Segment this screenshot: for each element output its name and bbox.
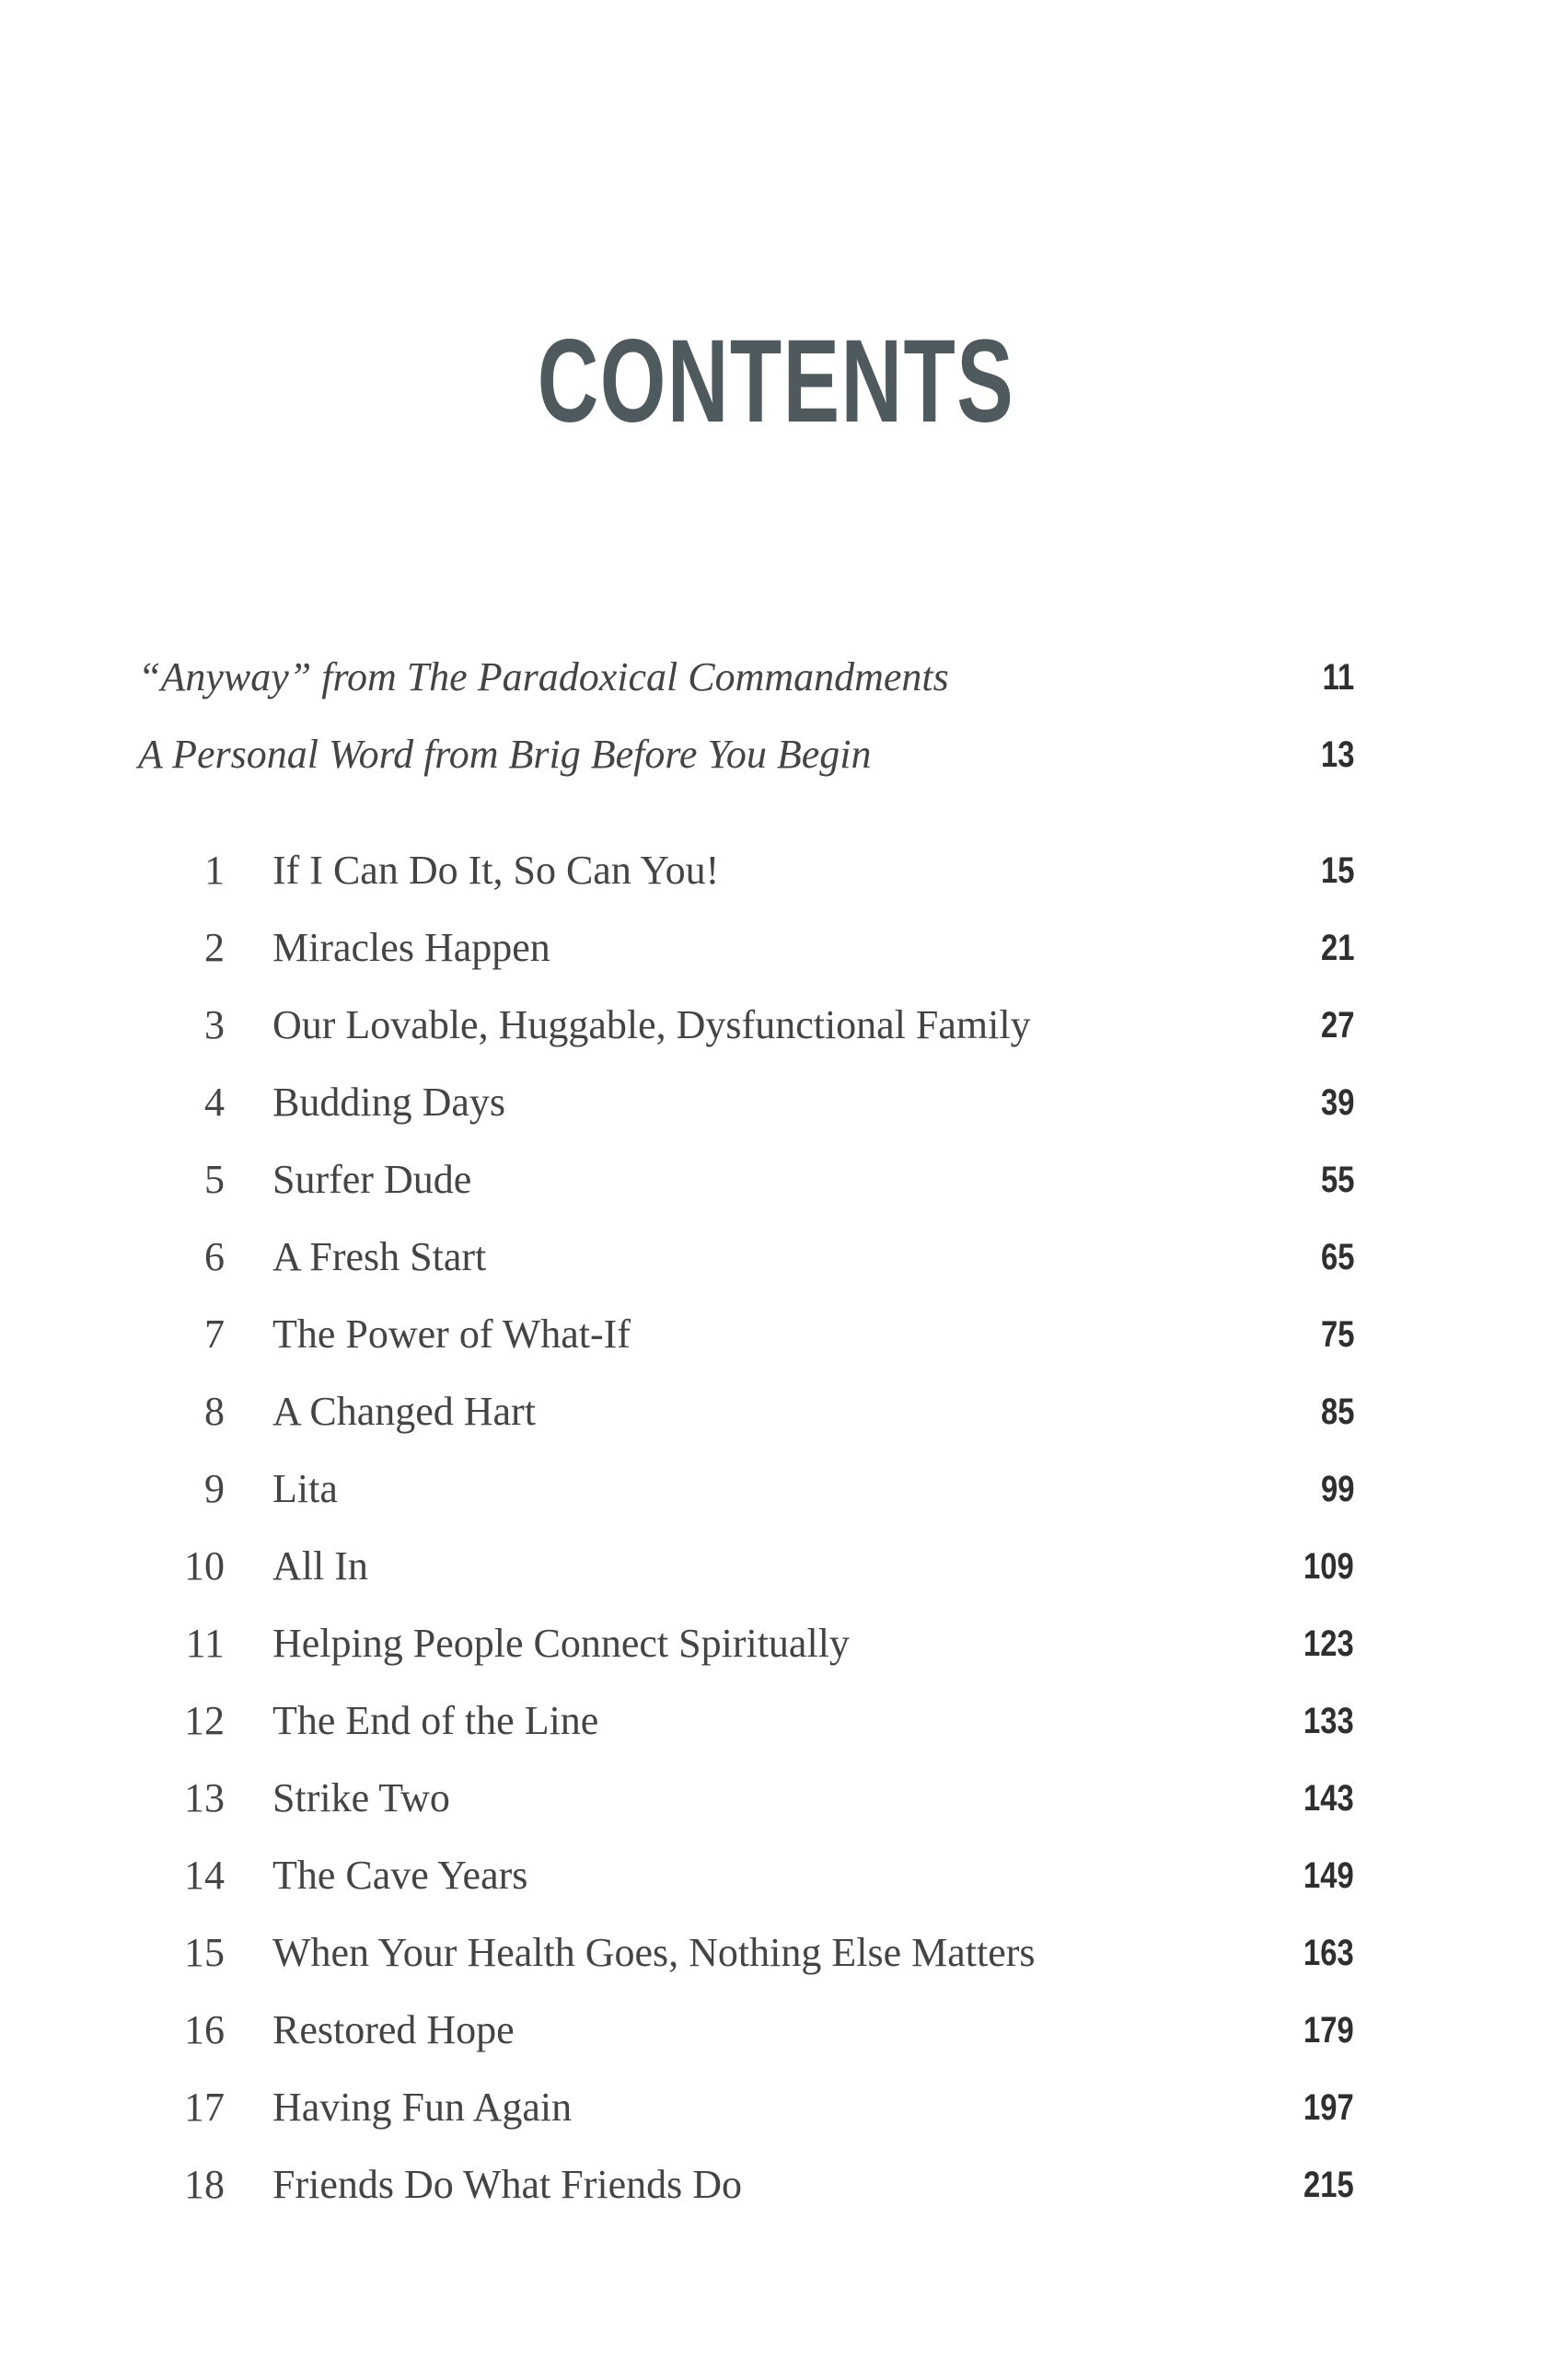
- toc-entry-chapter-8[interactable]: [0, 1384, 1552, 1439]
- toc-entry-chapter-2[interactable]: [0, 920, 1552, 976]
- toc-entry-front-personal-word[interactable]: [0, 727, 1552, 782]
- chapter-title: Friends Do What Friends Do: [272, 2162, 743, 2207]
- chapter-number: 14: [184, 1853, 225, 1898]
- chapter-title: Having Fun Again: [272, 2085, 573, 2130]
- toc-entry-front-anyway[interactable]: [0, 650, 1552, 705]
- toc-entry-chapter-1[interactable]: [0, 843, 1552, 898]
- entry-page-number: 99: [1320, 1469, 1354, 1509]
- entry-page-number: 11: [1322, 657, 1354, 698]
- toc-entry-chapter-4[interactable]: [0, 1075, 1552, 1130]
- chapter-number: 15: [184, 1930, 225, 1975]
- chapter-number: 17: [184, 2085, 225, 2130]
- toc-entry-chapter-18[interactable]: [0, 2157, 1552, 2212]
- chapter-title: Helping People Connect Spiritually: [272, 1621, 850, 1666]
- entry-page-number: 15: [1320, 850, 1354, 891]
- toc-entry-chapter-14[interactable]: [0, 1848, 1552, 1903]
- toc-entry-chapter-15[interactable]: [0, 1925, 1552, 1981]
- entry-page-number: 75: [1320, 1314, 1354, 1355]
- chapter-title: Surfer Dude: [272, 1157, 472, 1202]
- toc-entry-chapter-9[interactable]: [0, 1462, 1552, 1517]
- chapter-title: Restored Hope: [272, 2007, 515, 2052]
- toc-entry-chapter-10[interactable]: [0, 1539, 1552, 1594]
- toc-entry-chapter-5[interactable]: [0, 1152, 1552, 1207]
- toc-entry-chapter-16[interactable]: [0, 2003, 1552, 2058]
- toc-entry-chapter-6[interactable]: [0, 1230, 1552, 1285]
- chapter-number: 7: [204, 1311, 225, 1357]
- chapter-number: 11: [185, 1621, 225, 1666]
- page-title: CONTENTS: [537, 316, 1015, 447]
- chapter-title: The Cave Years: [272, 1853, 528, 1898]
- chapter-number: 2: [204, 925, 225, 970]
- chapter-title: Our Lovable, Huggable, Dysfunctional Family: [272, 1002, 1031, 1047]
- toc-entry-chapter-17[interactable]: [0, 2080, 1552, 2135]
- toc-entry-chapter-13[interactable]: [0, 1771, 1552, 1826]
- toc-entry-chapter-11[interactable]: [0, 1616, 1552, 1671]
- chapter-number: 5: [204, 1157, 225, 1202]
- entry-page-number: 197: [1303, 2087, 1354, 2128]
- chapter-title: All In: [272, 1543, 368, 1589]
- entry-page-number: 109: [1303, 1546, 1354, 1587]
- chapter-title: A Fresh Start: [272, 1234, 487, 1279]
- chapter-title: Budding Days: [272, 1080, 505, 1125]
- chapter-number: 16: [184, 2007, 225, 2052]
- chapter-number: 12: [184, 1698, 225, 1743]
- chapter-title: The Power of What-If: [272, 1311, 631, 1357]
- chapter-number: 10: [184, 1543, 225, 1589]
- entry-page-number: 133: [1303, 1701, 1354, 1741]
- chapter-title: Strike Two: [272, 1775, 450, 1820]
- toc-entry-chapter-3[interactable]: [0, 998, 1552, 1053]
- chapter-number: 3: [204, 1002, 225, 1047]
- entry-title: A Personal Word from Brig Before You Begin: [138, 732, 872, 777]
- entry-page-number: 143: [1303, 1778, 1354, 1819]
- chapter-title: The End of the Line: [272, 1698, 599, 1743]
- entry-title: “Anyway” from The Paradoxical Commandments: [138, 654, 949, 699]
- chapter-number: 18: [184, 2162, 225, 2207]
- entry-page-number: 149: [1303, 1855, 1354, 1896]
- entry-page-number: 123: [1303, 1623, 1354, 1664]
- chapter-number: 9: [204, 1466, 225, 1511]
- chapter-title: When Your Health Goes, Nothing Else Matters: [272, 1930, 1036, 1975]
- entry-page-number: 85: [1320, 1392, 1354, 1432]
- entry-page-number: 13: [1320, 734, 1354, 775]
- chapter-number: 1: [204, 848, 225, 893]
- chapter-number: 8: [204, 1389, 225, 1434]
- entry-page-number: 65: [1320, 1237, 1354, 1277]
- chapter-number: 6: [204, 1234, 225, 1279]
- entry-page-number: 163: [1303, 1933, 1354, 1973]
- entry-page-number: 21: [1320, 928, 1354, 968]
- chapter-title: If I Can Do It, So Can You!: [272, 848, 720, 893]
- entry-page-number: 27: [1320, 1005, 1354, 1046]
- entry-page-number: 215: [1303, 2165, 1354, 2205]
- chapter-number: 13: [184, 1775, 225, 1820]
- chapter-title: Lita: [272, 1466, 338, 1511]
- chapter-title: Miracles Happen: [272, 925, 550, 970]
- chapter-title: A Changed Hart: [272, 1389, 536, 1434]
- entry-page-number: 179: [1303, 2010, 1354, 2051]
- entry-page-number: 39: [1320, 1082, 1354, 1123]
- chapter-number: 4: [204, 1080, 225, 1125]
- toc-entry-chapter-7[interactable]: [0, 1307, 1552, 1362]
- toc-entry-chapter-12[interactable]: [0, 1693, 1552, 1749]
- entry-page-number: 55: [1320, 1160, 1354, 1200]
